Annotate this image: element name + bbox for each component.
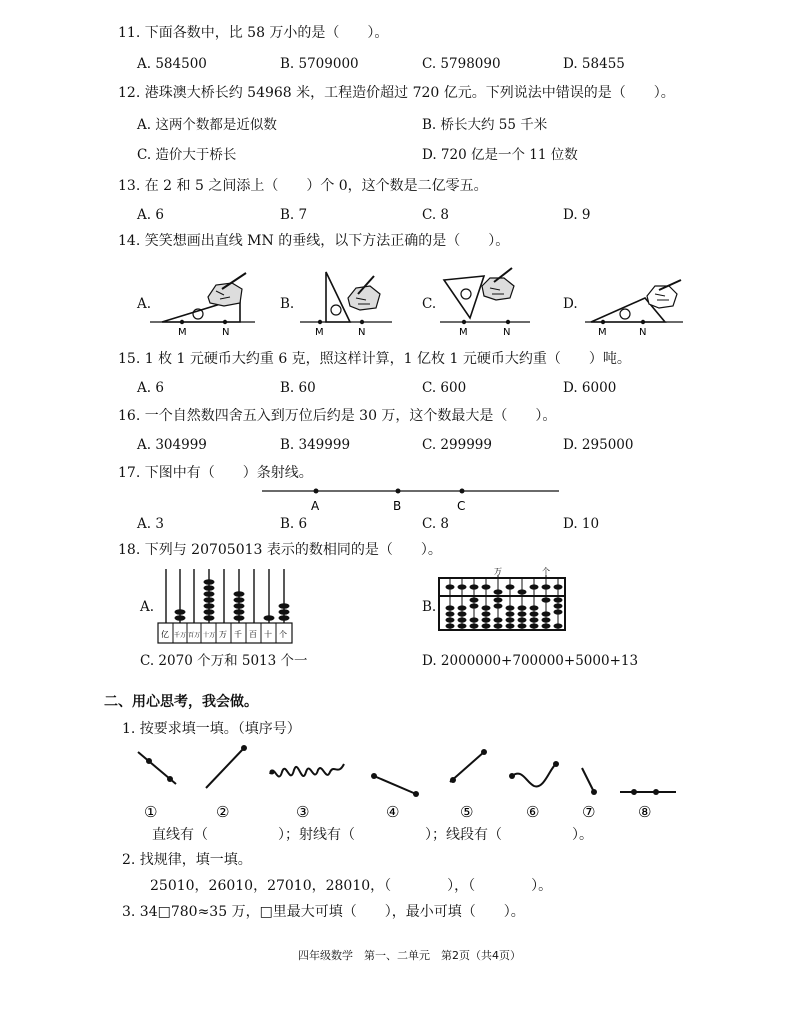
q13-option-b: B. 7	[280, 207, 308, 223]
q18-option-a: A.	[140, 599, 155, 615]
place-label: 十	[264, 630, 272, 639]
q14-figure-a	[150, 275, 260, 340]
place-label: 百	[249, 630, 257, 639]
q15-option-b: B. 60	[280, 380, 316, 396]
q16-option-b: B. 349999	[280, 437, 351, 453]
figure-number: ③	[296, 803, 310, 821]
q16-stem: 16. 一个自然数四舍五入到万位后约是 30 万，这个数最大是（ ）。	[118, 408, 557, 424]
place-label: 百万	[188, 632, 201, 639]
figure-number: ②	[216, 803, 230, 821]
q14-option-c: C.	[422, 296, 437, 312]
s2q2-stem: 2. 找规律，填一填。	[122, 852, 252, 868]
hand-pencil-icon	[348, 276, 380, 310]
q14-a-label-m: M	[178, 327, 187, 338]
q17-point-a: A	[311, 499, 320, 513]
suanpan-figure	[438, 566, 568, 632]
q11-option-c: C. 5798090	[422, 56, 501, 72]
q14-figure-d	[585, 278, 695, 340]
q18-option-b: B.	[422, 599, 437, 615]
q12-option-d: D. 720 亿是一个 11 位数	[422, 147, 578, 163]
q11-option-a: A. 584500	[137, 56, 207, 72]
q14-d-label-n: N	[639, 327, 647, 338]
q14-a-label-n: N	[222, 327, 230, 338]
q15-option-d: D. 6000	[563, 380, 617, 396]
q11-option-d: D. 58455	[563, 56, 625, 72]
place-label: 十万	[203, 632, 216, 639]
q15-stem: 15. 1 枚 1 元硬币大约重 6 克，照这样计算，1 亿枚 1 元硬币大约重（ ）吨。	[118, 351, 631, 367]
q13-stem: 13. 在 2 和 5 之间添上（ ）个 0，这个数是二亿零五。	[118, 178, 488, 194]
s2q2-sequence: 25010，26010，27010，28010，（ ），（ ）。	[150, 878, 553, 894]
q17-point-c: C	[457, 499, 466, 513]
figure-3	[270, 764, 345, 777]
s2q1-stem: 1. 按要求填一填。（填序号）	[122, 721, 301, 737]
figure-5	[450, 749, 487, 783]
q12-stem: 12. 港珠澳大桥长约 54968 米，工程造价超过 720 亿元。下列说法中错误的是（ ）。	[118, 85, 675, 101]
figure-number: ⑥	[526, 803, 540, 821]
q17-line-figure	[262, 482, 562, 514]
q15-option-c: C. 600	[422, 380, 467, 396]
figure-2	[206, 745, 247, 788]
place-label: 个	[279, 630, 287, 639]
q13-option-a: A. 6	[137, 207, 164, 223]
hand-pencil-icon	[647, 280, 681, 308]
q14-option-a: A.	[137, 296, 152, 312]
q12-option-c: C. 造价大于桥长	[137, 147, 237, 163]
q17-option-c: C. 8	[422, 516, 450, 532]
q14-stem: 14. 笑笑想画出直线 MN 的垂线，以下方法正确的是（ ）。	[118, 233, 510, 249]
q14-option-d: D.	[563, 296, 578, 312]
q11-option-b: B. 5709000	[280, 56, 359, 72]
q14-c-label-m: M	[459, 327, 468, 338]
q18-stem: 18. 下列与 20705013 表示的数相同的是（ ）。	[118, 542, 442, 558]
q17-point-b: B	[393, 499, 402, 513]
suanpan-label-ge: 个	[542, 567, 550, 576]
q17-option-d: D. 10	[563, 516, 600, 532]
place-label: 千万	[174, 632, 187, 639]
q16-option-d: D. 295000	[563, 437, 634, 453]
figure-number: ④	[386, 803, 400, 821]
q12-option-a: A. 这两个数都是近似数	[137, 117, 277, 133]
q16-option-c: C. 299999	[422, 437, 492, 453]
place-label: 千	[234, 630, 242, 639]
q14-d-label-m: M	[598, 327, 607, 338]
counting-frame-figure	[158, 565, 298, 645]
s2q3-stem: 3. 34□780≈35 万，□里最大可填（ ），最小可填（ ）。	[122, 904, 525, 920]
q17-option-a: A. 3	[137, 516, 164, 532]
hand-pencil-icon	[482, 268, 514, 300]
page-footer: 四年级数学 第一、二单元 第2页（共4页）	[298, 949, 521, 962]
q14-c-label-n: N	[503, 327, 511, 338]
figure-number: ⑦	[582, 803, 596, 821]
place-label: 万	[219, 630, 227, 639]
q14-figure-c	[440, 272, 550, 340]
figure-number: ①	[144, 803, 158, 821]
s2q1-answer-line: 直线有（ ）；射线有（ ）；线段有（ ）。	[152, 827, 593, 843]
hand-pencil-icon	[208, 273, 246, 306]
figure-number: ⑤	[460, 803, 474, 821]
q15-option-a: A. 6	[137, 380, 164, 396]
figure-7	[582, 768, 597, 795]
suanpan-label-wan: 万	[494, 567, 502, 576]
figure-6	[509, 761, 559, 786]
q16-option-a: A. 304999	[137, 437, 207, 453]
q13-option-d: D. 9	[563, 207, 591, 223]
q18-option-c: C. 2070 个万和 5013 个一	[140, 653, 308, 669]
q13-option-c: C. 8	[422, 207, 450, 223]
q14-b-label-n: N	[358, 327, 366, 338]
q17-option-b: B. 6	[280, 516, 308, 532]
place-label: 亿	[161, 630, 169, 639]
q14-b-label-m: M	[315, 327, 324, 338]
q14-figure-b	[300, 270, 400, 340]
q17-stem: 17. 下图中有（ ）条射线。	[118, 465, 313, 481]
figure-number: ⑧	[638, 803, 652, 821]
figure-1	[138, 752, 176, 784]
q11-stem: 11. 下面各数中，比 58 万小的是（ ）。	[118, 25, 389, 41]
q18-option-d: D. 2000000+700000+5000+13	[422, 653, 639, 669]
q14-option-b: B.	[280, 296, 295, 312]
figure-8	[620, 789, 676, 795]
section-2-title: 二、用心思考，我会做。	[104, 694, 258, 710]
figure-4	[371, 773, 419, 797]
q12-option-b: B. 桥长大约 55 千米	[422, 117, 548, 133]
s2q1-figures	[130, 742, 690, 822]
